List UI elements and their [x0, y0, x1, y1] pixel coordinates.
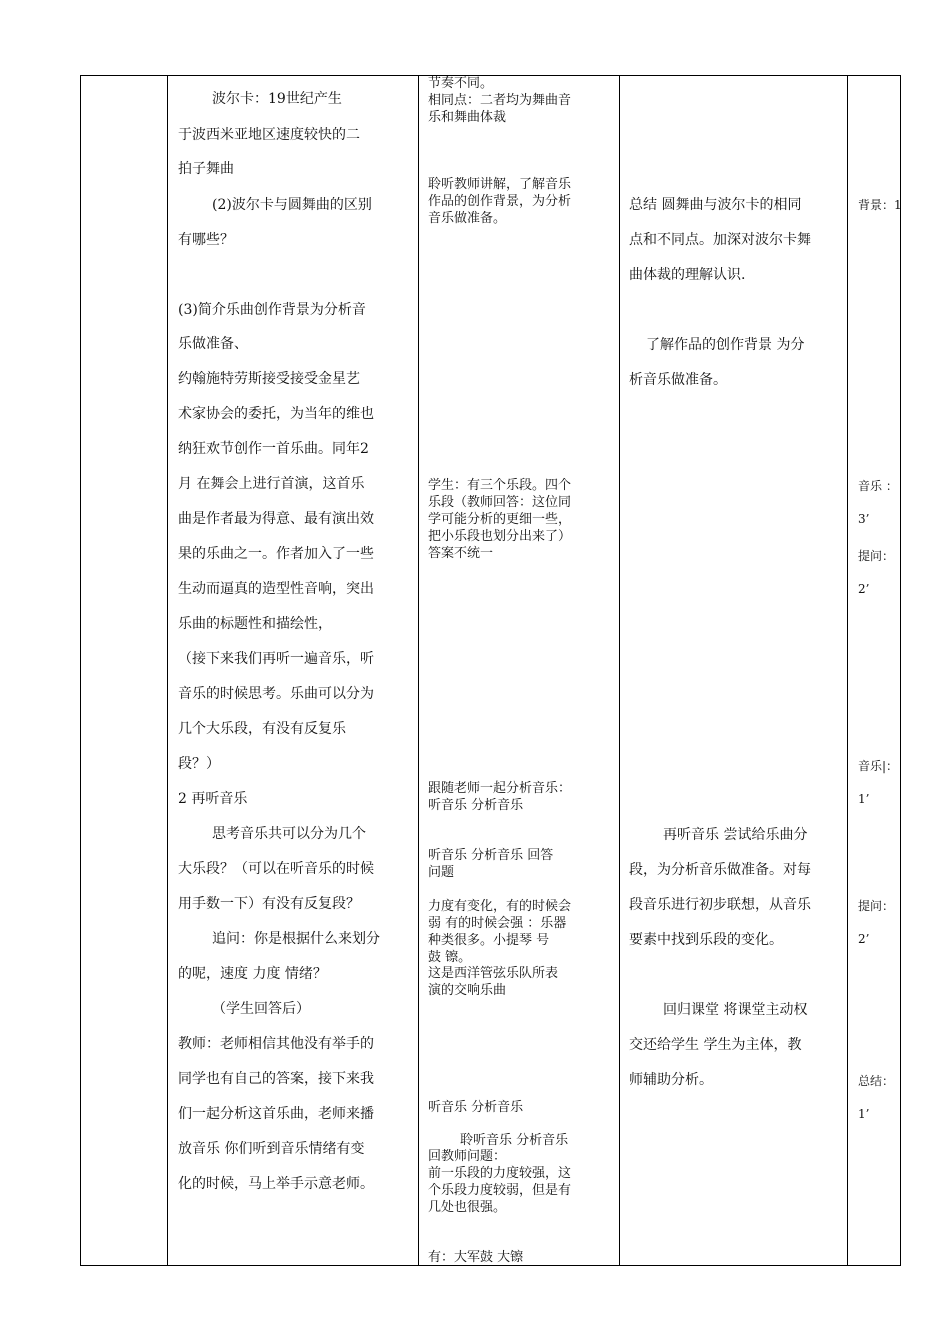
table-col-border: [418, 75, 419, 1266]
table-col-border: [847, 75, 848, 1266]
text-line: 演的交响乐曲: [428, 983, 507, 998]
text-line: 2’: [858, 932, 870, 946]
table-col-border: [619, 75, 620, 1266]
text-line: 力度有变化，有的时候会: [428, 899, 572, 914]
text-line: 这是西洋管弦乐队所表: [428, 966, 559, 981]
text-line: 有哪些？: [178, 232, 234, 248]
text-line: 追问：你是根据什么来划分: [212, 931, 380, 947]
text-line: 大乐段？（可以在听音乐的时候: [178, 861, 374, 877]
text-line: 作品的创作背景，为分析: [428, 194, 572, 209]
text-line: (3)简介乐曲创作背景为分析音: [178, 302, 366, 318]
text-line: 音乐 ：: [858, 479, 898, 493]
text-line: 析音乐做准备。: [629, 372, 727, 388]
text-line: 有：大军鼓 大镲: [428, 1250, 524, 1265]
text-line: 2 再听音乐: [178, 791, 248, 807]
text-line: 1’: [858, 792, 870, 806]
text-line: 生动而逼真的造型性音响，突出: [178, 581, 374, 597]
text-line: 曲体裁的理解认识.: [629, 267, 746, 283]
text-line: 段，为分析音乐做准备。对每: [629, 862, 811, 878]
text-line: 点和不同点。加深对波尔卡舞: [629, 232, 811, 248]
text-line: 化的时候，马上举手示意老师。: [178, 1176, 374, 1192]
text-line: 总结 圆舞曲与波尔卡的相同: [629, 197, 802, 213]
text-line: 3’: [858, 512, 870, 526]
text-line: 放音乐 你们听到音乐情绪有变: [178, 1141, 365, 1157]
table-col-border: [80, 75, 81, 1266]
text-line: 弱 有的时候会强 ：乐器: [428, 916, 567, 931]
text-line: 音乐做准备。: [428, 211, 507, 226]
text-line: 种类很多。小提琴 号: [428, 933, 550, 948]
text-line: 个乐段力度较弱，但是有: [428, 1183, 572, 1198]
text-line: 拍子舞曲: [178, 161, 234, 177]
text-line: 纳狂欢节创作一首乐曲。同年2: [178, 441, 369, 457]
text-line: 教师：老师相信其他没有举手的: [178, 1036, 374, 1052]
text-line: 交还给学生 学生为主体，教: [629, 1037, 802, 1053]
text-line: 思考音乐共可以分为几个: [212, 826, 366, 842]
text-line: 提问：: [858, 899, 895, 913]
text-line: 总结：: [858, 1074, 895, 1088]
text-line: (2)波尔卡与圆舞曲的区别: [212, 197, 372, 213]
text-line: 听音乐 分析音乐: [428, 798, 524, 813]
text-line: 术家协会的委托，为当年的维也: [178, 406, 374, 422]
text-line: 1’: [858, 1107, 870, 1121]
text-line: 答案不统一: [428, 546, 494, 561]
text-line: 把小乐段也划分出来了）: [428, 529, 572, 544]
text-line: 几处也很强。: [428, 1200, 507, 1215]
text-line: 2’: [858, 582, 870, 596]
text-line: 问题: [428, 865, 455, 880]
text-line: 再听音乐 尝试给乐曲分: [663, 827, 808, 843]
text-line: 背景：1: [858, 198, 902, 212]
text-line: 提问：: [858, 549, 895, 563]
text-line: 果的乐曲之一。作者加入了一些: [178, 546, 374, 562]
text-line: 段？）: [178, 756, 220, 772]
text-line: （学生回答后）: [212, 1001, 310, 1017]
text-line: 听音乐 分析音乐: [428, 1100, 524, 1115]
text-line: 音乐|：: [858, 759, 899, 773]
text-line: 音乐的时候思考。乐曲可以分为: [178, 686, 374, 702]
text-line: 师辅助分析。: [629, 1072, 713, 1088]
text-line: 学生：有三个乐段。四个: [428, 478, 572, 493]
text-line: 乐做准备、: [178, 336, 248, 352]
text-line: 回教师问题：: [428, 1149, 507, 1164]
table-col-border: [167, 75, 168, 1266]
text-line: 段音乐进行初步联想，从音乐: [629, 897, 811, 913]
text-line: 乐和舞曲体裁: [428, 110, 507, 125]
text-line: 们一起分析这首乐曲，老师来播: [178, 1106, 374, 1122]
text-line: 鼓 镲。: [428, 950, 472, 965]
text-line: 月 在舞会上进行首演，这首乐: [178, 476, 365, 492]
text-line: 聆听音乐 分析音乐: [460, 1133, 569, 1148]
text-line: 几个大乐段，有没有反复乐: [178, 721, 346, 737]
table-col-border: [900, 75, 901, 1266]
text-line: 前一乐段的力度较强，这: [428, 1166, 572, 1181]
text-line: 曲是作者最为得意、最有演出效: [178, 511, 374, 527]
text-line: 用手数一下）有没有反复段？: [178, 896, 360, 912]
text-line: 学可能分析的更细一些，: [428, 512, 572, 527]
text-line: 乐曲的标题性和描绘性，: [178, 616, 332, 632]
text-line: 乐段（教师回答：这位同: [428, 495, 572, 510]
text-line: 于波西米亚地区速度较快的二: [178, 127, 360, 143]
text-line: （接下来我们再听一遍音乐，听: [178, 651, 374, 667]
text-line: 跟随老师一起分析音乐：: [428, 781, 572, 796]
text-line: 相同点：二者均为舞曲音: [428, 93, 572, 108]
text-line: 同学也有自己的答案，接下来我: [178, 1071, 374, 1087]
text-line: 节奏不同。: [428, 76, 494, 91]
text-line: 的呢，速度 力度 情绪？: [178, 966, 327, 982]
text-line: 约翰施特劳斯接受接受金星艺: [178, 371, 360, 387]
text-line: 回归课堂 将课堂主动权: [663, 1002, 808, 1018]
text-line: 波尔卡：19世纪产生: [212, 91, 342, 107]
text-line: 要素中找到乐段的变化。: [629, 932, 783, 948]
text-line: 聆听教师讲解，了解音乐: [428, 177, 572, 192]
text-line: 听音乐 分析音乐 回答: [428, 848, 554, 863]
text-line: 了解作品的创作背景 为分: [646, 337, 805, 353]
